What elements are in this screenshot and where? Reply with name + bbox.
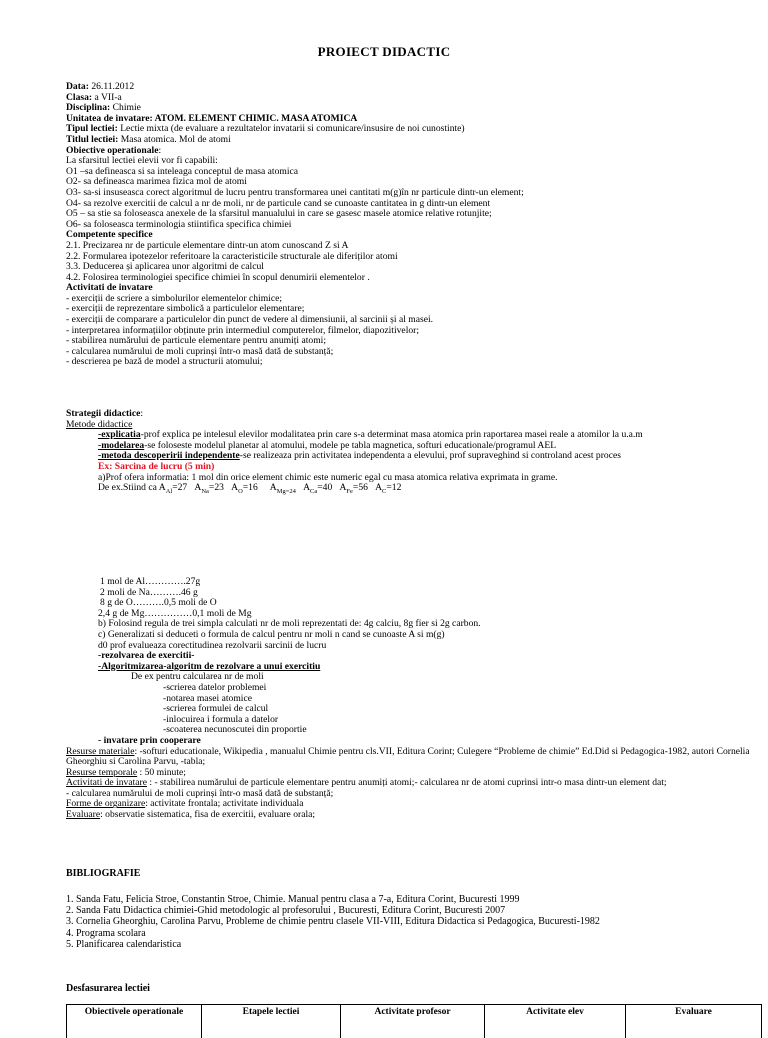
- data-value: 26.11.2012: [89, 81, 134, 92]
- algoritm-step: -scrierea datelor problemei: [66, 683, 762, 694]
- activitati-heading: Activitati de invatare: [66, 283, 762, 294]
- disciplina-value: Chimie: [110, 102, 141, 113]
- objective-item: O5 – sa stie sa foloseasca anexele de la sfarsitul manualului in care se gasesc masele atomice relative rotunjite;: [66, 209, 762, 220]
- resurse-materiale-text: : -softuri educationale, Wikipedia , manualul Chimie pentru cls.VII, Editura Corint; Culegere “Probleme de chimie” Ed.Did si Pedagogica-1982, autori Cornelia Gheorghiu si Carolina Parvu, -tabla;: [66, 746, 750, 768]
- rezolvarea-label: -rezolvarea de exercitii-: [66, 651, 762, 662]
- bibliography-item: 5. Planificarea calendaristica: [66, 939, 762, 950]
- disciplina-label: Disciplina:: [66, 102, 110, 113]
- activity-item: - stabilirea numărului de particule elementare pentru anumiți atomi;: [66, 336, 762, 347]
- result-line: 8 g de O……….0,5 moli de O: [66, 598, 762, 609]
- ex-label: De ex.Stiind ca A: [98, 482, 166, 493]
- unitatea-label: Unitatea de invatare:: [66, 113, 155, 124]
- mass-symbol: Al: [166, 488, 173, 495]
- activity-item: - descrierea pe bază de model a structurii atomului;: [66, 357, 762, 368]
- resurse-temporale-label: Resurse temporale: [66, 767, 137, 778]
- mass-value: =27: [172, 482, 187, 493]
- competence-item: 4.2. Folosirea terminologiei specifice chimiei în scopul denumirii elementelor .: [66, 273, 762, 284]
- bibliography-item: 3. Cornelia Gheorghiu, Carolina Parvu, Probleme de chimie pentru clasele VII-VIII, Editura Didactica si Pedagogica, Bucuresti-1982: [66, 916, 762, 927]
- data-label: Data:: [66, 81, 89, 92]
- descoperire-label: -metoda descoperirii independente: [98, 450, 240, 461]
- tipul-label: Tipul lectiei:: [66, 123, 118, 134]
- obiective-heading: Obiective operationale: [66, 145, 158, 156]
- result-line: 1 mol de Al………….27g: [66, 577, 762, 588]
- evaluare-text: : observatie sistematica, fisa de exercitii, evaluare orala;: [100, 809, 315, 820]
- modelarea-label: -modelarea: [98, 440, 144, 451]
- activitati-invatare-label: Activitati de invatare: [66, 777, 147, 788]
- algoritm-step: -scrierea formulei de calcul: [66, 704, 762, 715]
- column-header: Activitate elev: [485, 1005, 626, 1038]
- competence-item: 2.2. Formularea ipotezelor referitoare la caracteristicile structurale ale diferiților atomi: [66, 252, 762, 263]
- activity-item: - exerciții de reprezentare simbolică a particulelor elementare;: [66, 304, 762, 315]
- mass-value: =40: [317, 482, 332, 493]
- algoritm-step: -notarea masei atomice: [66, 694, 762, 705]
- strategii-section: [66, 409, 762, 498]
- obiective-intro: La sfarsitul lectiei elevii vor fi capabili:: [66, 156, 762, 167]
- bibliography-item: 4. Programa scolara: [66, 928, 762, 939]
- column-header: Activitate profesor: [341, 1005, 485, 1038]
- mass-symbol: Fe: [346, 488, 353, 495]
- objective-item: O6- sa foloseasca terminologia stiintifica specifica chimiei: [66, 220, 762, 231]
- mass-value: =12: [386, 482, 401, 493]
- lesson-table: [66, 1004, 762, 1038]
- column-header: Evaluare: [626, 1005, 762, 1038]
- task-a: a)Prof ofera informatia: 1 mol din orice element chimic este numeric egal cu masa atomica relativa exprimata in grame.: [66, 473, 762, 484]
- evaluare-label: Evaluare: [66, 809, 100, 820]
- mass-symbol: Mg=24: [277, 488, 296, 495]
- column-header: Obiectivele operationale: [67, 1005, 202, 1038]
- metode-label: Metode didactice: [66, 420, 762, 431]
- titlul-label: Titlul lectiei:: [66, 134, 118, 145]
- task-c: c) Generalizati si deduceti o formula de calcul pentru nr moli n cand se cunoaste A si m(g): [66, 630, 762, 641]
- lesson-table-header: [67, 1005, 762, 1038]
- column-header: Etapele lectiei: [202, 1005, 341, 1038]
- cooperare-label: - invatare prin cooperare: [66, 736, 762, 747]
- unitatea-value: ATOM. ELEMENT CHIMIC. MASA ATOMICA: [155, 113, 358, 124]
- objective-item: O4- sa rezolve exercitii de calcul a nr de moli, nr de particule cand se cunoaste cantitatea in g dintr-un element: [66, 199, 762, 210]
- bibliografie-heading: BIBLIOGRAFIE: [66, 868, 140, 879]
- task-b: b) Folosind regula de trei simpla calculati nr de moli reprezentati de: 4g calciu, 8g fier si 2g carbon.: [66, 619, 762, 630]
- titlul-value: Masa atomica. Mol de atomi: [118, 134, 230, 145]
- resurse-temporale-text: : 50 minute;: [137, 767, 186, 778]
- bibliografie-list: [66, 894, 762, 950]
- desfasurarea-heading: Desfasurarea lectiei: [66, 983, 150, 994]
- bibliography-item: 2. Sanda Fatu Didactica chimiei-Ghid metodologic al profesorului , Bucuresti, Editura Corint, Bucuresti 2007: [66, 905, 762, 916]
- algoritm-step: -inlocuirea i formula a datelor: [66, 715, 762, 726]
- bibliography-item: 1. Sanda Fatu, Felicia Stroe, Constantin Stroe, Chimie. Manual pentru clasa a 7-a, Editura Corint, Bucuresti 1999: [66, 894, 762, 905]
- mass-value: =16: [243, 482, 258, 493]
- mass-symbol: C: [382, 488, 386, 495]
- algoritm-step: -scoaterea necunoscutei din proportie: [66, 725, 762, 736]
- task-d: d0 prof evalueaza corectitudinea rezolvarii sarcinii de lucru: [66, 641, 762, 652]
- activity-item: - interpretarea informațiilor obținute prin intermediul computerelor, filmelor, diapozitivelor;: [66, 326, 762, 337]
- activitati-invatare-line2: - calcularea numărului de moli cuprinși într-o masă dată de substanță;: [66, 789, 762, 800]
- objective-item: O3- sa-si insuseasca corect algoritmul de lucru pentru transformarea unei cantitati m(g)în nr particule dintr-un element;: [66, 188, 762, 199]
- explicatia-text: -prof explica pe intelesul elevilor modalitatea prin care s-a determinat masa atomica prin raportarea masei reale a atomilor la u.a.m: [141, 429, 643, 440]
- clasa-value: a VII-a: [92, 92, 122, 103]
- mass-symbol: Ca: [310, 488, 317, 495]
- objective-item: O1 –sa defineasca si sa inteleaga conceptul de masa atomica: [66, 167, 762, 178]
- mass-value: =23: [209, 482, 224, 493]
- lesson-header: [66, 82, 762, 368]
- rezolvare-section: [66, 577, 762, 821]
- obiective-suffix: :: [158, 145, 161, 156]
- competente-heading: Competente specifice: [66, 230, 762, 241]
- strategii-heading: Strategii didactice: [66, 408, 140, 419]
- activity-item: - calcularea numărului de moli cuprinși într-o masă dată de substanță;: [66, 347, 762, 358]
- forme-text: : activitate frontala; activitate individuala: [145, 798, 303, 809]
- descoperire-text: -se realizeaza prin activitatea independenta a elevului, prof supraveghind si controland acest proces: [240, 450, 621, 461]
- competence-item: 2.1. Precizarea nr de particule elementare dintr-un atom cunoscand Z si A: [66, 241, 762, 252]
- forme-label: Forme de organizare: [66, 798, 145, 809]
- activity-item: - exerciții de comparare a particulelor din punct de vedere al dimensiunii, al sarcinii și al masei.: [66, 315, 762, 326]
- algoritmizarea-label: -Algoritmizarea-algoritm de rezolvare a unui exercitiu: [66, 662, 762, 673]
- modelarea-text: -se foloseste modelul planetar al atomului, modele pe tabla magnetica, softuri educationale/programul AEL: [144, 440, 556, 451]
- clasa-label: Clasa:: [66, 92, 92, 103]
- resurse-materiale-label: Resurse materiale: [66, 746, 134, 757]
- result-line: 2 moli de Na……….46 g: [66, 588, 762, 599]
- sarcina-heading: Ex: Sarcina de lucru (5 min): [66, 462, 762, 473]
- mass-symbol: Na: [201, 488, 209, 495]
- explicatia-label: -explicatia: [98, 429, 141, 440]
- document-title: PROIECT DIDACTIC: [0, 44, 768, 60]
- activitati-invatare-text: : - stabilirea numărului de particule elementare pentru anumiți atomi;- calcularea nr de atomi cuprinsi intr-o masa dintr-un element dat;: [147, 777, 667, 788]
- objective-item: O2- sa defineasca marimea fizica mol de atomi: [66, 177, 762, 188]
- competence-item: 3.3. Deducerea și aplicarea unor algoritmi de calcul: [66, 262, 762, 273]
- algoritm-intro: De ex pentru calcularea nr de moli: [66, 672, 762, 683]
- mass-value: =56: [353, 482, 368, 493]
- mass-symbol: O: [238, 488, 243, 495]
- activity-item: - exerciții de scriere a simbolurilor elementelor chimice;: [66, 294, 762, 305]
- result-line: 2,4 g de Mg……………0,1 moli de Mg: [66, 609, 762, 620]
- tipul-value: Lectie mixta (de evaluare a rezultatelor invatarii si comunicare/insusire de noi cunostinte): [118, 123, 465, 134]
- strategii-suffix: :: [140, 408, 143, 419]
- atomic-masses-line: De ex.Stiind ca $A_{Al}=27$ $A_{Na}=23$ $A_O=16$ $A_{Mg=24}$ $A_{Ca}=40$ $A_{Fe}=56$ $A_C=12$: [66, 483, 762, 498]
